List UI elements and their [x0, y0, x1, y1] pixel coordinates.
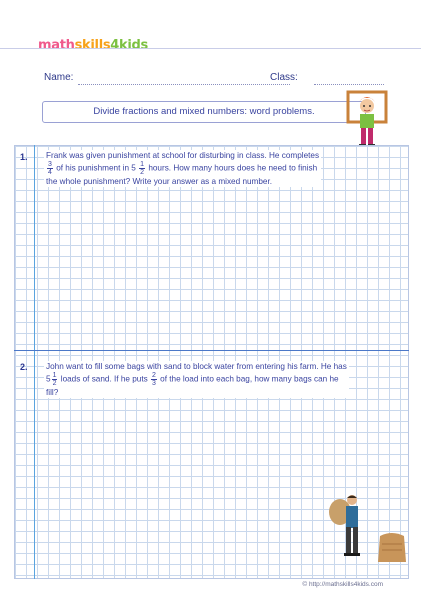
question-1-line-2: $\frac{3}{4}$ of his punishment in 5 $\frac{1}{2}$ hours. How many hours does he need to finish [48, 161, 318, 176]
logo-math: math [38, 38, 75, 53]
footer-copyright[interactable]: © http://mathskills4kids.com [302, 581, 383, 588]
question-1-fraction-2: $\frac{1}{2}$ [140, 161, 145, 176]
name-label: Name: [44, 72, 74, 83]
question-2-line-2: 5 $\frac{1}{2}$ loads of sand. If he puts $\frac{2}{3}$ of the load into each bag, how many bags can he [46, 372, 339, 387]
question-2-text [44, 361, 349, 398]
name-field[interactable] [78, 84, 290, 85]
logo-skills: skills [74, 38, 111, 53]
question-1-line-1: Frank was given punishment at school for disturbing in class. He completes [46, 151, 320, 160]
question-2-line-1: John want to fill some bags with sand to block water from entering his farm. He has [46, 362, 347, 371]
question-2-line-3: fill? [46, 388, 59, 397]
question-2-fraction-2: $\frac{2}{3}$ [151, 372, 156, 387]
worksheet-title-box [42, 101, 366, 123]
margin-line [34, 145, 35, 579]
girl-with-frame-illustration [344, 88, 394, 152]
mathskills4kids-logo [38, 38, 148, 53]
worksheet-title: Divide fractions and mixed numbers: word problems. [93, 106, 315, 117]
question-divider [14, 350, 409, 351]
class-label: Class: [270, 72, 298, 83]
question-1-line-3: the whole punishment? Write your answer as a mixed number. [46, 177, 273, 186]
footer [14, 579, 409, 595]
question-1-text [44, 150, 321, 187]
question-1-number: 1. [20, 152, 28, 162]
question-2-fraction-1: $\frac{1}{2}$ [52, 372, 57, 387]
logo-4kids: 4kids [110, 38, 148, 53]
question-1-fraction-1: $\frac{3}{4}$ [48, 161, 52, 176]
class-field[interactable] [314, 84, 384, 85]
question-2-number: 2. [20, 362, 28, 372]
header-rule [0, 48, 421, 49]
man-carrying-sand-illustration [328, 494, 410, 566]
